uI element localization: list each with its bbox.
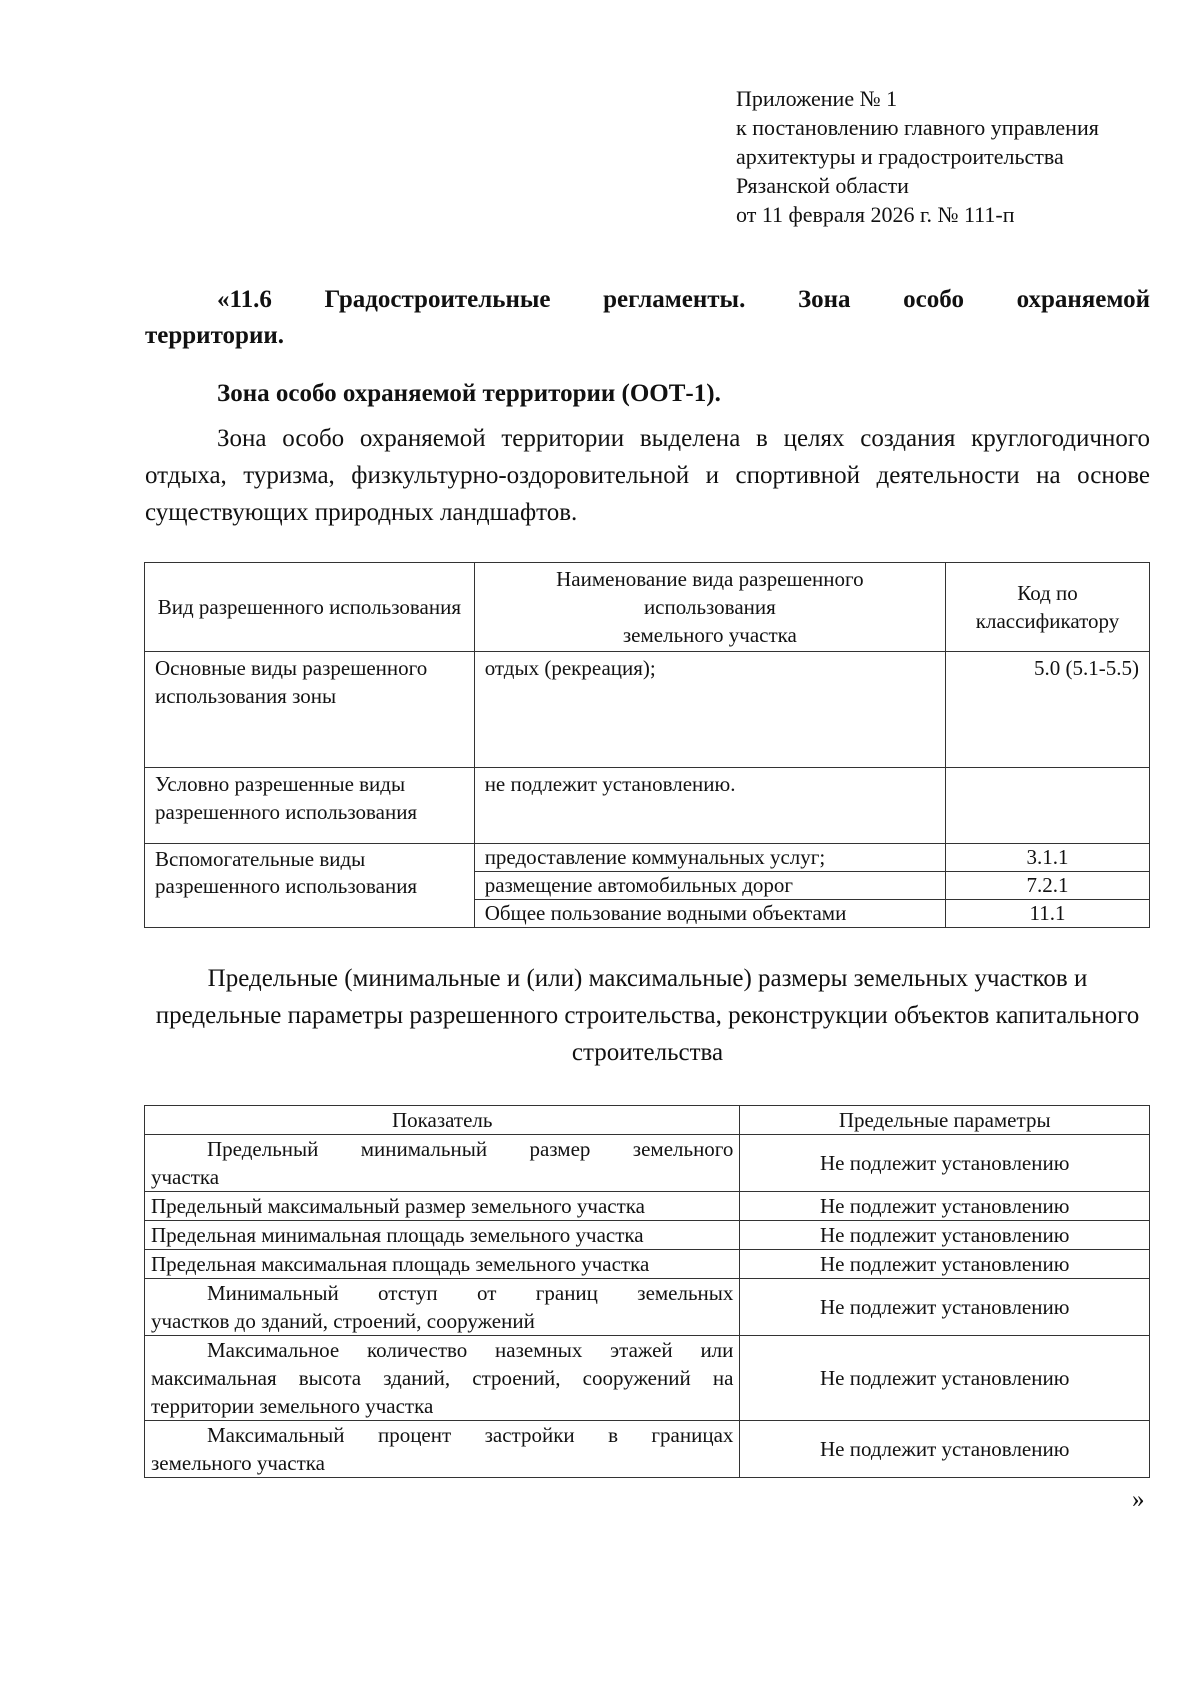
auxiliary-use-name: размещение автомобильных дорог: [474, 872, 945, 900]
header-use-type: Вид разрешенного использования: [145, 563, 475, 652]
auxiliary-use-type: Вспомогательные виды разрешенного использования: [145, 844, 475, 928]
conditional-use-code: [946, 768, 1150, 844]
table-row: [145, 1421, 1150, 1478]
auxiliary-use-code: 7.2.1: [946, 872, 1150, 900]
permitted-uses-table: [144, 562, 1150, 928]
indicator-cell: Предельная максимальная площадь земельного участка: [145, 1250, 740, 1279]
table-row: [145, 652, 1150, 768]
annex-line: Рязанской области: [736, 173, 909, 198]
annex-line: Приложение № 1: [736, 86, 898, 111]
indicator-cell: Предельный максимальный размер земельного участка: [145, 1192, 740, 1221]
parameter-value: Не подлежит установлению: [740, 1135, 1150, 1192]
section-title: [145, 282, 1150, 354]
header-indicator: Показатель: [145, 1106, 740, 1135]
section-title-first: «11.6 Градостроительные регламенты. Зона особо охраняемой: [217, 286, 1150, 313]
auxiliary-use-code: 11.1: [946, 900, 1150, 928]
table-header-row: [145, 1106, 1150, 1135]
indicator-cell: [145, 1135, 740, 1192]
indicator-rest: участка: [151, 1165, 220, 1189]
main-use-name: отдых (рекреация);: [474, 652, 945, 768]
conditional-use-name: не подлежит установлению.: [474, 768, 945, 844]
header-parameters: Предельные параметры: [740, 1106, 1150, 1135]
header-line: использования: [643, 595, 776, 619]
main-use-type: Основные виды разрешенного использования зоны: [145, 652, 475, 768]
annex-line: к постановлению главного управления: [736, 115, 1099, 140]
conditional-use-type: Условно разрешенные виды разрешенного использования: [145, 768, 475, 844]
header-use-name: [474, 563, 945, 652]
indicator-lead: Предельный минимальный размер земельного: [207, 1137, 734, 1161]
indicator-lead: Минимальный отступ от границ земельных: [207, 1281, 734, 1305]
table-row: [145, 1279, 1150, 1336]
indicator-rest: земельного участка: [151, 1451, 325, 1475]
table-row: [145, 1336, 1150, 1421]
auxiliary-use-name: Общее пользование водными объектами: [474, 900, 945, 928]
section-title-second: территории.: [145, 322, 285, 349]
table-row: [145, 1250, 1150, 1279]
table-row: [145, 1192, 1150, 1221]
table-header-row: [145, 563, 1150, 652]
table-row: [145, 844, 1150, 872]
annex-block: [736, 84, 1099, 229]
main-use-code: 5.0 (5.1-5.5): [946, 652, 1150, 768]
parameters-table: [144, 1105, 1150, 1478]
limits-title: Предельные (минимальные и (или) максимальные) размеры земельных участков и предельные параметры разрешенного строительства, реконструкции объектов капитального строительства: [155, 965, 1140, 1066]
indicator-rest: участков до зданий, строений, сооружений: [151, 1309, 535, 1333]
parameter-value: Не подлежит установлению: [740, 1336, 1150, 1421]
annex-line: архитектуры и градостроительства: [736, 144, 1064, 169]
indicator-cell: [145, 1336, 740, 1421]
auxiliary-use-name: предоставление коммунальных услуг;: [474, 844, 945, 872]
zone-description: Зона особо охраняемой территории выделена в целях создания круглогодичного отдыха, туризма, физкультурно-оздоровительной и спортивной деятельности на основе существующих природных ландшафтов.: [145, 425, 1150, 526]
parameter-value: Не подлежит установлению: [740, 1221, 1150, 1250]
parameter-value: Не подлежит установлению: [740, 1421, 1150, 1478]
parameter-value: Не подлежит установлению: [740, 1279, 1150, 1336]
indicator-cell: [145, 1279, 740, 1336]
parameter-value: Не подлежит установлению: [740, 1250, 1150, 1279]
indicator-rest: максимальная высота зданий, строений, сооружений на территории земельного участка: [151, 1366, 734, 1418]
header-line: земельного участка: [622, 623, 797, 647]
table-row: [145, 1135, 1150, 1192]
indicator-cell: [145, 1421, 740, 1478]
closing-quote: »: [1132, 1486, 1145, 1513]
zone-title: Зона особо охраняемой территории (ООТ-1).: [217, 380, 721, 407]
annex-line: от 11 февраля 2026 г. № 111-п: [736, 202, 1015, 227]
table-row: [145, 768, 1150, 844]
table-row: [145, 1221, 1150, 1250]
header-line: Наименование вида разрешенного: [556, 567, 864, 591]
header-code: Код по классификатору: [946, 563, 1150, 652]
auxiliary-use-code: 3.1.1: [946, 844, 1150, 872]
parameter-value: Не подлежит установлению: [740, 1192, 1150, 1221]
indicator-cell: Предельная минимальная площадь земельного участка: [145, 1221, 740, 1250]
indicator-lead: Максимальный процент застройки в границах: [207, 1423, 734, 1447]
indicator-lead: Максимальное количество наземных этажей или: [207, 1338, 734, 1362]
